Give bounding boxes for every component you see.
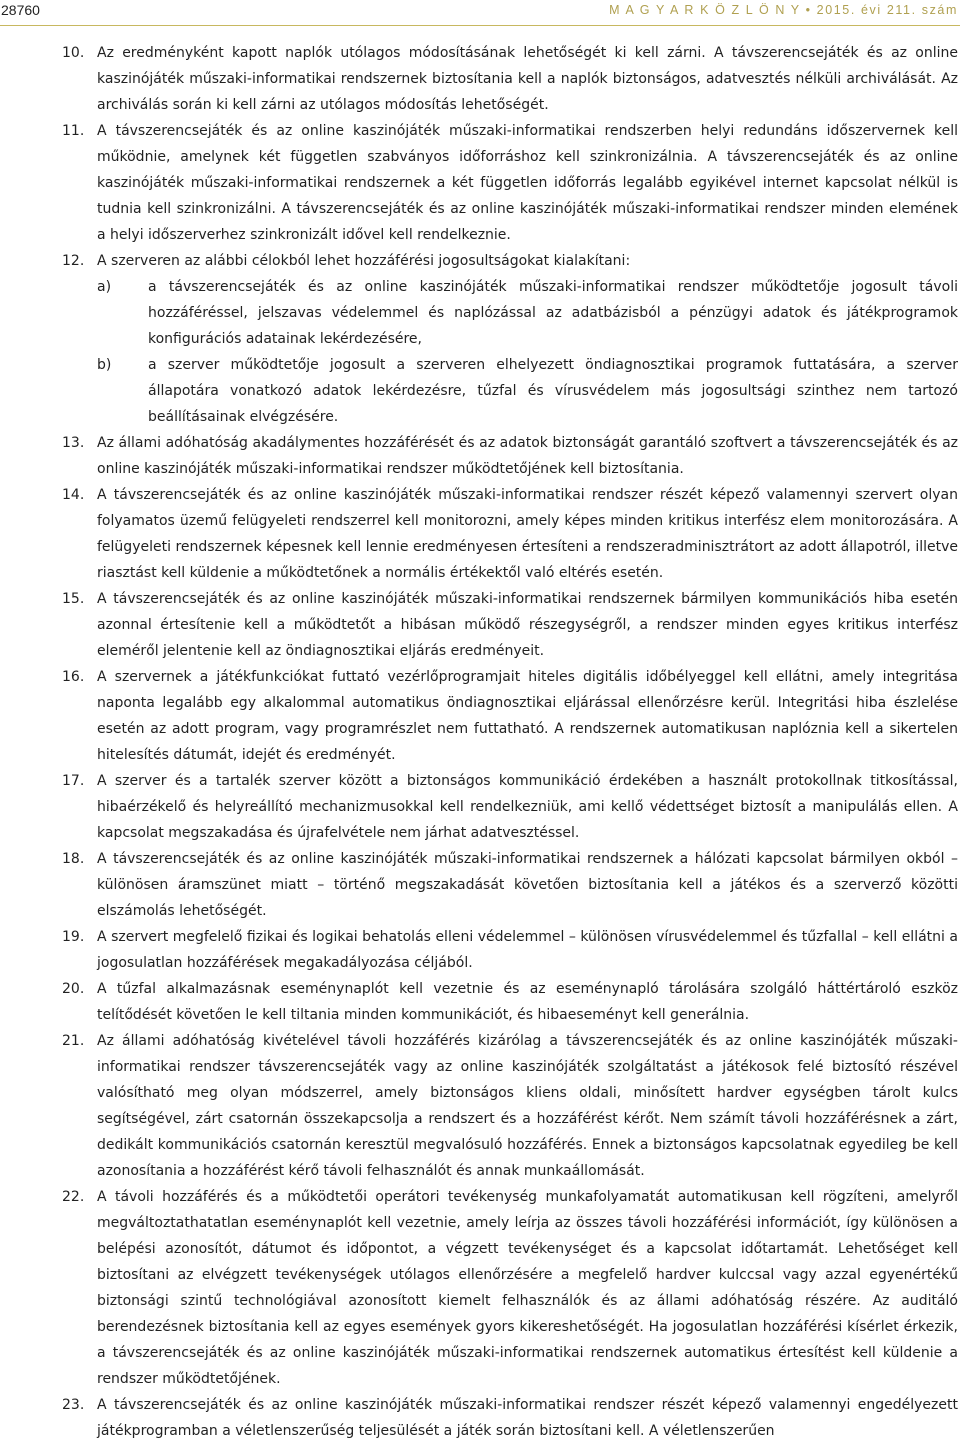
item-number: 18. (62, 851, 85, 867)
item-number: 12. (62, 253, 85, 269)
item-20 (0, 976, 958, 1028)
item-14 (0, 482, 958, 586)
item-16 (0, 664, 958, 768)
journal-title: M A G Y A R K Ö Z L Ö N Y • 2015. évi 211. szám (609, 3, 958, 17)
sub-item-text: a távszerencsejáték és az online kaszinójáték műszaki-informatikai rendszer működtetője jogosult távoli hozzáféréssel, jelszavas védelemmel és naplózással az adatbázisból a pénzügyi adatok és játékprogramok konfigurációs adatainak lekérdezésére, (148, 279, 958, 347)
item-text: A szerver és a tartalék szerver között a biztonságos kommunikáció érdekében a használt protokollnak titkosítással, hibaérzékelő és helyreállító mechanizmusokkal kell rendelkezniük, ami kellő védettséget biztosít a manipulálás ellen. A kapcsolat megszakadása és újrafelvétele nem járhat adatvesztéssel. (97, 773, 958, 841)
item-text: A távszerencsejáték és az online kaszinójáték műszaki-informatikai rendszer részét képező valamennyi szervert olyan folyamatos üzemű felügyeleti rendszerrel kell monitorozni, amely képes minden kritikus interfész elem monitorozására. A felügyeleti rendszernek képesnek kell lennie eredményesen értesíteni a rendszeradminisztrátort az adott állapotról, illetve riasztást kell küldenie a működtetőnek a normális értékektől való eltérés esetén. (97, 487, 958, 581)
sub-item-text: a szerver működtetője jogosult a szerveren elhelyezett öndiagnosztikai programok futtatására, a szerver állapotára vonatkozó adatok lekérdezésre, tűzfal és vírusvédelem más jogosultsági szinthez nem tartozó beállításainak elvégzésére. (148, 357, 958, 425)
item-text: Az eredményként kapott naplók utólagos módosításának lehetőségét ki kell zárni. A távszerencsejáték és az online kaszinójáték műszaki-informatikai rendszernek biztosítania kell a naplók biztonságos, adatvesztés nélküli archiválását. Az archiválás során ki kell zárni az utólagos módosítás lehetőségét. (97, 45, 958, 113)
item-text: A szervernek a játékfunkciókat futtató vezérlőprogramjait hiteles digitális időbélyeggel kell ellátni, amely integritása naponta legalább egy alkalommal automatikus öndiagnosztikai eljárással ellenőrzésre kerül. Integritási hiba észlelése esetén az adott program, vagy programrészlet nem futtatható. A rendszernek automatikusan naplóznia kell a sikertelen hitelesítés dátumát, idejét és eredményét. (97, 669, 958, 763)
sub-item-letter: a) (97, 279, 112, 295)
item-number: 14. (62, 487, 85, 503)
page-header (0, 0, 960, 24)
item-18 (0, 846, 958, 924)
item-text: A szervert megfelelő fizikai és logikai behatolás elleni védelemmel – különösen vírusvédelemmel és tűzfallal – kell ellátni a jogosulatlan hozzáférések megakadályozása céljából. (97, 929, 958, 971)
item-text: A távoli hozzáférés és a működtetői operátori tevékenység munkafolyamatát automatikusan kell rögzíteni, amelyről megváltoztathatatlan eseménynaplót kell vezetnie, amely leírja az összes távoli hozzáférési információt, így különösen a belépési azonosítót, dátumot és időpontot, a végzett tevékenységet és a kapcsolat időtartamát. Lehetőséget kell biztosítani az elvégzett tevékenységek utólagos ellenőrzésére a megfelelő hardver kulccsal vagy azzal egyenértékű biztonsági szintű technológiával azonosított kiemelt felhasználók és az állami adóhatóság részére. Az auditáló berendezésnek biztosítania kell az egyes események gyors kikereshetőségét. Ha jogosulatlan hozzáférési kísérlet érkezik, a távszerencsejáték és az online kaszinójáték műszaki-informatikai rendszernek automatikus értesítést kell küldenie a rendszer működtetőjének. (97, 1189, 958, 1387)
document-body (0, 40, 958, 1444)
item-number: 16. (62, 669, 85, 685)
item-number: 17. (62, 773, 85, 789)
item-text: Az állami adóhatóság akadálymentes hozzáférését és az adatok biztonságát garantáló szoftvert a távszerencsejáték és az online kaszinójáték műszaki-informatikai rendszer működtetőjének kell biztosítania. (97, 435, 958, 477)
item-23 (0, 1392, 958, 1444)
item-number: 23. (62, 1397, 85, 1413)
item-number: 10. (62, 45, 85, 61)
item-text: Az állami adóhatóság kivételével távoli hozzáférés kizárólag a távszerencsejáték és az online kaszinójáték műszaki-informatikai rendszer távszerencsejáték vagy az online kaszinójáték szolgáltatást a játékosok felé biztosító részével valósítható meg olyan módszerrel, amely biztonságos kliens oldali, minősített hardver egységben tárolt kulcs segítségével, zárt csatornán összekapcsolja a rendszert és a hozzáférést kérőt. Nem számít távoli hozzáférésnek a zárt, dedikált kommunikációs csatornán keresztül megvalósuló hozzáférés. Ennek a biztonságos kapcsolatnak egyedileg be kell azonosítania a hozzáférést kérő távoli felhasználót és annak munkaállomását. (97, 1033, 958, 1179)
item-text: A távszerencsejáték és az online kaszinójáték műszaki-informatikai rendszerben helyi redundáns időszervernek kell működnie, amelynek két független szabványos időforráshoz kell szinkronizálnia. A távszerencsejáték és az online kaszinójáték műszaki-informatikai rendszernek a két független időforrás legalább egyikével internet kapcsolat nélkül is tudnia kell szinkronizálni. A távszerencsejáték és az online kaszinójáték műszaki-informatikai rendszer minden elemének a helyi időszerverhez szinkronizált idővel kell rendelkeznie. (97, 123, 958, 243)
header-divider (0, 25, 960, 26)
item-17 (0, 768, 958, 846)
sub-item-letter: b) (97, 357, 112, 373)
item-number: 21. (62, 1033, 85, 1049)
item-12-sub-b (0, 352, 958, 430)
item-text: A szerveren az alábbi célokból lehet hozzáférési jogosultságokat kialakítani: (97, 253, 631, 269)
page-number: 28760 (1, 2, 40, 18)
item-12 (0, 248, 958, 274)
item-text: A tűzfal alkalmazásnak eseménynaplót kell vezetnie és az eseménynapló tárolására szolgáló háttértároló eszköz telítődését követően le kell tiltania minden kommunikációt, és hibaeseményt kell generálnia. (97, 981, 958, 1023)
item-13 (0, 430, 958, 482)
item-21 (0, 1028, 958, 1184)
item-number: 22. (62, 1189, 85, 1205)
item-text: A távszerencsejáték és az online kaszinójáték műszaki-informatikai rendszer részét képező valamennyi engedélyezett játékprogramban a véletlenszerűség teljesülését a játék során biztosítani kell. A véletlenszerűen (97, 1397, 958, 1439)
item-text: A távszerencsejáték és az online kaszinójáték műszaki-informatikai rendszernek a hálózati kapcsolat bármilyen okból – különösen áramszünet miatt – történő megszakadását követően biztosítania kell a játékos és a szerverző közötti elszámolás lehetőségét. (97, 851, 958, 919)
item-12-sub-a (0, 274, 958, 352)
item-15 (0, 586, 958, 664)
item-10 (0, 40, 958, 118)
item-number: 15. (62, 591, 85, 607)
item-11 (0, 118, 958, 248)
item-text: A távszerencsejáték és az online kaszinójáték műszaki-informatikai rendszernek bármilyen kommunikációs hiba esetén azonnal értesítenie kell a működtetőt a hibásan működő részegységről, a rendszer minden egyes kritikus interfész eleméről jelentenie kell az öndiagnosztikai eljárás eredményeit. (97, 591, 958, 659)
item-number: 20. (62, 981, 85, 997)
item-22 (0, 1184, 958, 1392)
item-19 (0, 924, 958, 976)
item-number: 11. (62, 123, 85, 139)
item-number: 13. (62, 435, 85, 451)
item-number: 19. (62, 929, 85, 945)
